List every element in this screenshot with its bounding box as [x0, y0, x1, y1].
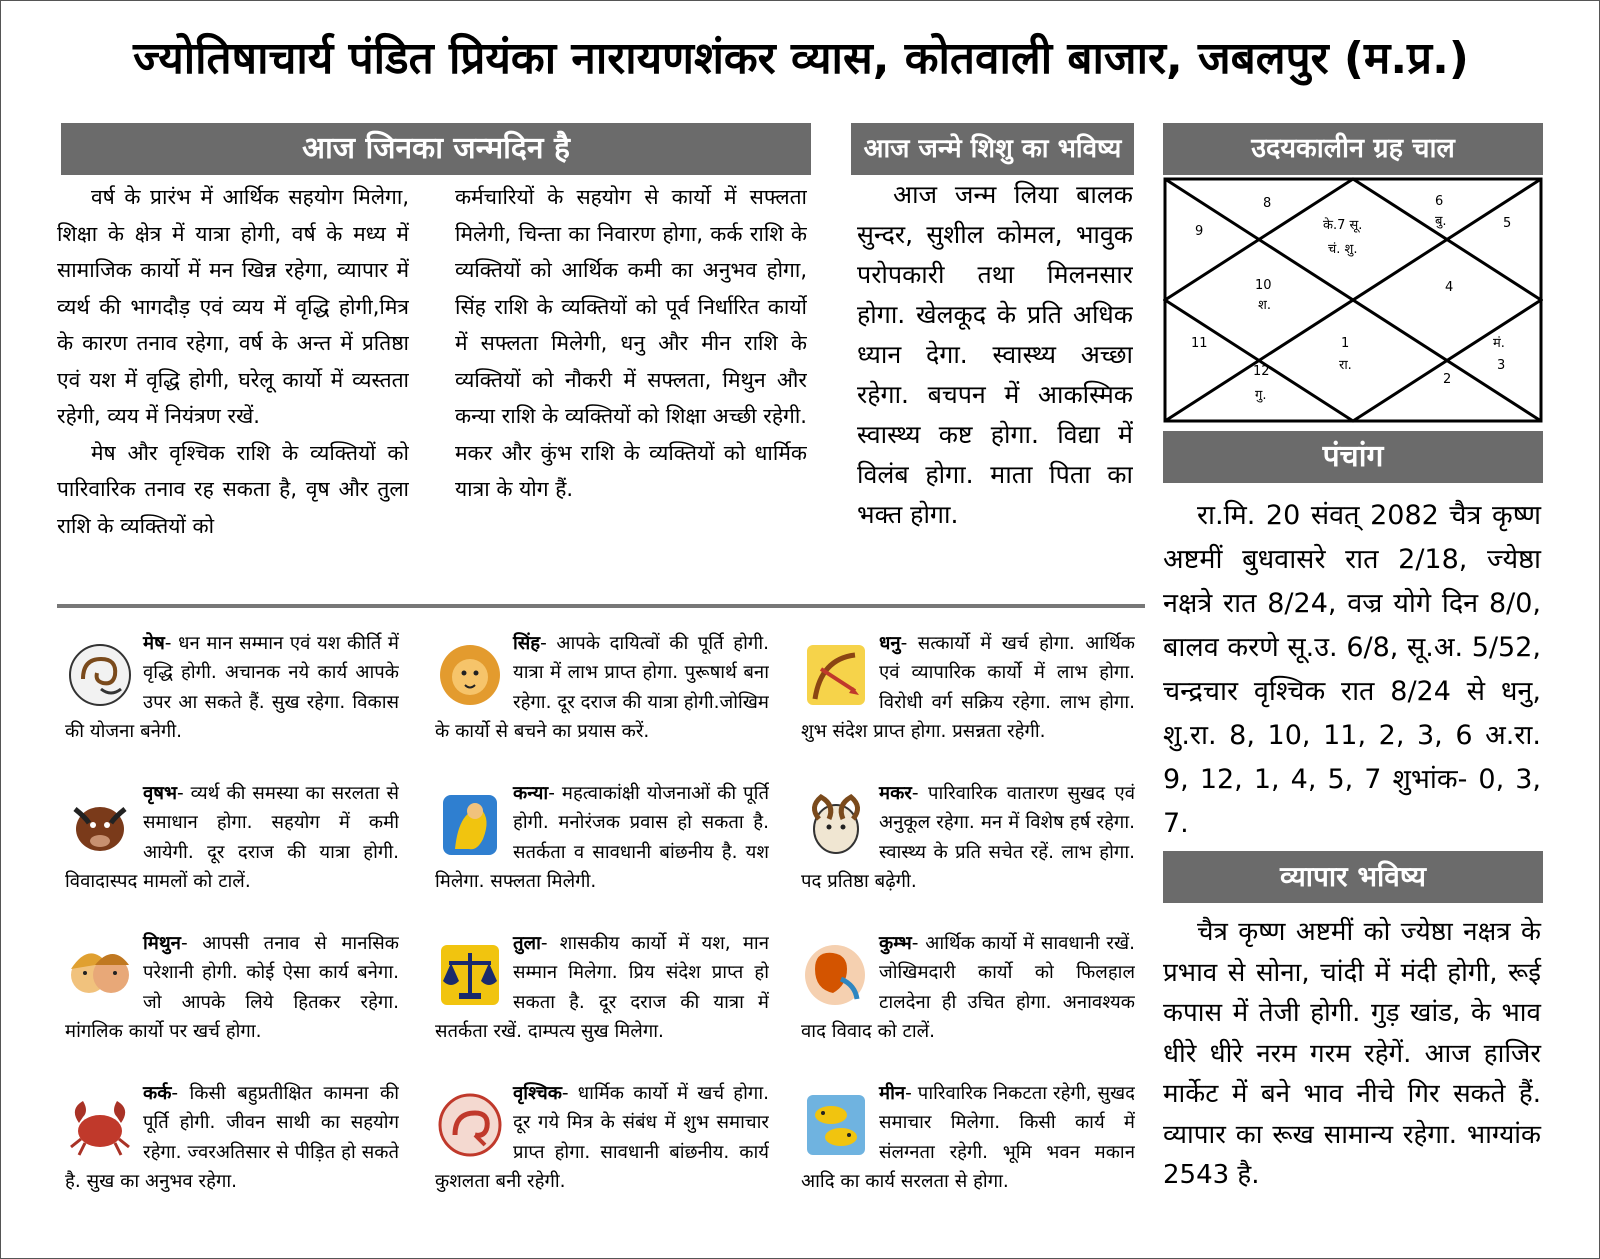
child-text: आज जन्म लिया बालक सुन्दर, सुशील कोमल, भावुक परोपकारी तथा मिलनसार होगा. खेलकूद के प्रति अधिक ध्यान देगा. स्वास्थ्य अच्छा रहेगा. बचपन में आकस्मिक स्वास्थ्य कष्ट होगा. विद्या में विलंब होगा. माता पिता का भक्त होगा. — [857, 180, 1133, 529]
rashi-text-block — [435, 779, 769, 897]
rashi-name: मकर — [879, 783, 912, 804]
house-9-num: 9 — [1195, 224, 1204, 239]
house-6-planet: बु. — [1435, 214, 1447, 229]
vyapar-body: चैत्र कृष्ण अष्टमीं को ज्येष्ठा नक्षत्र के प्रभाव से सोना, चांदी में मंदी होगी, रूई कपास में तेजी होगी. गुड़ खांड, के भाव धीरे धीरे नरम गरम रहेगें. आज हाजिर मार्केट में बने भाव नीचे गिर सकते हैं. व्यापार का रूख सामान्य रहेगा. भाग्यांक 2543 है. — [1163, 917, 1541, 1190]
rashi-text-block — [65, 629, 399, 747]
rashi-name: सिंह — [513, 633, 541, 654]
house-12-num: 12 — [1253, 364, 1270, 379]
lion-icon — [435, 639, 505, 711]
rashi-entry — [65, 929, 399, 1081]
rashi-prediction: - धन मान सम्मान एवं यश कीर्ति में वृद्धि होगी. अचानक नये कार्य आपके उपर आ सकते हैं. सुख रहेगा. विकास की योजना बनेगी. — [65, 633, 399, 743]
section-divider — [57, 604, 1145, 608]
virgo-icon — [435, 789, 505, 861]
house-1-num: 1 — [1341, 336, 1350, 351]
house-5-num: 5 — [1503, 216, 1512, 231]
rashi-text-block — [435, 629, 769, 747]
rashi-text-block — [65, 779, 399, 897]
graha-heading: उदयकालीन ग्रह चाल — [1163, 123, 1543, 175]
rashi-prediction: - शासकीय कार्यो में यश, मान सम्मान मिलेगा. प्रिय संदेश प्राप्त हो सकता है. दूर दराज की यात्रा में सतर्कता रखें. दाम्पत्य सुख मिलेगा. — [435, 933, 769, 1043]
archer-icon — [801, 639, 871, 711]
rashi-name: वृश्चिक — [513, 1083, 562, 1104]
rashi-text-block — [801, 1079, 1135, 1197]
house-1-planets-2: चं. शु. — [1328, 242, 1358, 257]
rashi-text-block — [65, 929, 399, 1047]
house-8-num: 8 — [1263, 196, 1272, 211]
rashi-prediction: - महत्वाकांक्षी योजनाओं की पूर्ति होगी. मनोरंजक प्रवास हो सकता है. सतर्कता व सावधानी बांछनीय है. यश मिलेगा. सफ्लता मिलेगी. — [435, 783, 769, 893]
vyapar-text — [1163, 912, 1541, 1196]
house-3-num: 3 — [1497, 358, 1506, 373]
child-column — [857, 175, 1133, 585]
bull-icon — [65, 789, 135, 861]
horoscope-chart — [1163, 177, 1543, 423]
birthday-column-1 — [57, 179, 409, 581]
goat-icon — [801, 789, 871, 861]
birthday-para-1: वर्ष के प्रारंभ में आर्थिक सहयोग मिलेगा, शिक्षा के क्षेत्र में यात्रा होगी, वर्ष के मध्य में सामाजिक कार्यो में मन खिन्न रहेगा, व्यापार में व्यर्थ की भागदौड़ एवं व्यय में वृद्धि होगी,मित्र के कारण तनाव रहेगा, वर्ष के अन्त में प्रतिष्ठा एवं यश में वृद्धि होगी, घरेलू कार्यो में व्यस्तता रहेगी, व्यय में नियंत्रण रखें. — [57, 185, 409, 428]
panchang-text — [1163, 494, 1541, 846]
rashi-text-block — [435, 1079, 769, 1197]
house-1-planets: के.7 सू. — [1323, 218, 1363, 233]
rashi-entry — [801, 779, 1135, 931]
house-4-num: 4 — [1445, 280, 1454, 295]
rashi-entry — [65, 629, 399, 781]
house-3-planet: मं. — [1493, 336, 1505, 351]
scales-icon — [435, 939, 505, 1011]
birthday-heading: आज जिनका जन्मदिन है — [61, 123, 811, 175]
rashi-text-block — [435, 929, 769, 1047]
rashi-name: कर्क — [143, 1083, 172, 1104]
rashi-name: वृषभ — [143, 783, 177, 804]
rashi-entry — [65, 1079, 399, 1231]
rashi-entry — [435, 629, 769, 781]
rashi-name: तुला — [513, 933, 541, 954]
rashi-text-block — [801, 929, 1135, 1047]
house-1-planet: रा. — [1339, 358, 1352, 373]
rashi-prediction: - पारिवारिक निकटता रहेगी, सुखद समाचार मिलेगा. किसी कार्य में संलग्नता रहेगी. भूमि भवन मकान आदि का कार्य सरलता से होगा. — [801, 1083, 1135, 1193]
rashi-name: कुम्भ — [879, 933, 912, 954]
rashi-name: मेष — [143, 633, 165, 654]
water-bearer-icon — [801, 939, 871, 1011]
rashi-text-block — [801, 629, 1135, 747]
rashi-entry — [435, 1079, 769, 1231]
rashi-text-block — [65, 1079, 399, 1197]
rashi-prediction: - सत्कार्यो में खर्च होगा. आर्थिक एवं व्यापारिक कार्यो में लाभ होगा. विरोधी वर्ग सक्रिय रहेगा. लाभ होगा. शुभ संदेश प्राप्त होगा. प्रसन्नता रहेगी. — [801, 633, 1135, 743]
birthday-para-3: कर्मचारियों के सहयोग से कार्यो में सफ्लता मिलेगी, चिन्ता का निवारण होगा, कर्क राशि के व्यक्तियों को आर्थिक कमी का अनुभव होगा, सिंह राशि के व्यक्तियों को पूर्व निर्धारित कार्यो में सफ्लता मिलेगी, धनु और मीन राशि के व्यक्तियों को नौकरी में सफ्लता, मिथुन और कन्या राशि के व्यक्तियों को शिक्षा अच्छी रहेगी. मकर और कुंभ राशि के व्यक्तियों को धार्मिक यात्रा के योग हैं. — [455, 185, 807, 501]
rashi-text-block — [801, 779, 1135, 897]
house-10-planet: श. — [1258, 298, 1271, 313]
rashi-entry — [801, 629, 1135, 781]
house-11-num: 11 — [1191, 336, 1208, 351]
rashi-name: मिथुन — [143, 933, 181, 954]
house-6-num: 6 — [1435, 194, 1444, 209]
house-12-planet: गु. — [1255, 388, 1267, 403]
masthead-title: ज्योतिषाचार्य पंडित प्रियंका नारायणशंकर व्यास, कोतवाली बाजार, जबलपुर (म.प्र.) — [133, 33, 1469, 84]
birthday-column-2 — [455, 179, 807, 581]
rashi-entry — [801, 929, 1135, 1081]
vyapar-heading: व्यापार भविष्य — [1163, 851, 1543, 903]
scorpion-icon — [435, 1089, 505, 1161]
rashi-name: धनु — [879, 633, 901, 654]
rashi-name: कन्या — [513, 783, 549, 804]
crab-icon — [65, 1089, 135, 1161]
panchang-heading: पंचांग — [1163, 431, 1543, 483]
house-10-num: 10 — [1255, 278, 1272, 293]
rashi-entry — [435, 779, 769, 931]
panchang-body: रा.मि. 20 संवत् 2082 चैत्र कृष्ण अष्टमीं बुधवासरे रात 2/18, ज्येष्ठा नक्षत्रे रात 8/24, वज्र योगे दिन 8/0, बालव करणे सू.उ. 6/8, सू.अ. 5/52, चन्द्रचार वृश्चिक रात 8/24 से धनु, शु.रा. 8, 10, 11, 2, 3, 6 अ.रा. 9, 12, 1, 4, 5, 7 शुभांक- 0, 3, 7. — [1163, 500, 1541, 839]
rashi-prediction: - किसी बहुप्रतीक्षित कामना की पूर्ति होगी. जीवन साथी का सहयोग रहेगा. ज्वरअतिसार से पीड़ित हो सकते है. सुख का अनुभव रहेगा. — [65, 1083, 399, 1193]
birthday-para-2: मेष और वृश्चिक राशि के व्यक्तियों को पारिवारिक तनाव रह सकता है, वृष और तुला राशि के व्यक्तियों को — [57, 440, 409, 538]
rashi-name: मीन — [879, 1083, 906, 1104]
rashi-prediction: - आपके दायित्वों की पूर्ति होगी. यात्रा में लाभ प्राप्त होगा. पुरूषार्थ बना रहेगा. दूर दराज की यात्रा होगी.जोखिम के कार्यो से बचने का प्रयास करें. — [435, 633, 769, 743]
rashi-prediction: - आपसी तनाव से मानसिक परेशानी होगी. कोई ऐसा कार्य बनेगा. जो आपके लिये हितकर रहेगा. मांगलिक कार्यो पर खर्च होगा. — [65, 933, 399, 1043]
ram-icon — [65, 639, 135, 711]
rashi-prediction: - पारिवारिक वातारण सुखद एवं अनुकूल रहेगा. मन में विशेष हर्ष रहेगा. स्वास्थ्य के प्रति सचेत रहें. लाभ होगा. पद प्रतिष्ठा बढ़ेगी. — [801, 783, 1135, 893]
rashi-prediction: - आर्थिक कार्यो में सावधानी रखें. जोखिमदारी कार्यो को फिलहाल टालदेना ही उचित होगा. अनावश्यक वाद विवाद को टालें. — [801, 933, 1135, 1043]
house-2-num: 2 — [1443, 372, 1452, 387]
rashi-entry — [801, 1079, 1135, 1231]
rashi-prediction: - व्यर्थ की समस्या का सरलता से समाधान होगा. सहयोग में कमी आयेगी. दूर दराज की यात्रा होगी. विवादास्पद मामलों को टालें. — [65, 783, 399, 893]
child-heading: आज जन्मे शिशु का भविष्य — [851, 123, 1134, 175]
rashi-entry — [435, 929, 769, 1081]
rashi-entry — [65, 779, 399, 931]
rashi-prediction: - धार्मिक कार्यो में खर्च होगा. दूर गये मित्र के संबंध में शुभ समाचार प्राप्त होगा. सावधानी बांछनीय. कार्य कुशलता बनी रहेगी. — [435, 1083, 769, 1193]
twins-icon — [65, 939, 135, 1011]
fish-icon — [801, 1089, 871, 1161]
